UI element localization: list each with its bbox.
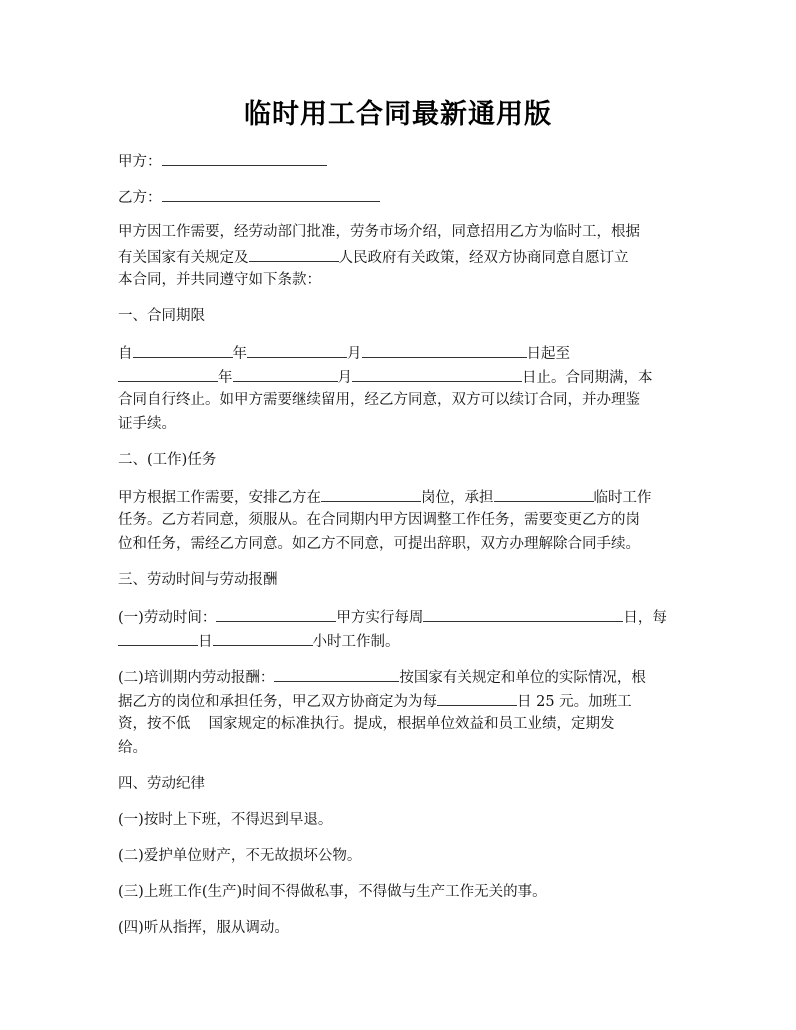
paragraph-line: 合同自行终止。如甲方需要继续留用，经乙方同意，双方可以续订合同，并办理鉴 <box>118 392 640 408</box>
intro-text: 有关国家有关规定及 <box>118 250 249 266</box>
pay-text: (二)培训期内劳动报酬： <box>118 670 275 686</box>
section-heading: 四、劳动纪律 <box>118 776 205 792</box>
hours-blank <box>216 606 336 622</box>
task-line <box>118 486 652 508</box>
term-text: 自 <box>118 346 133 362</box>
term-text: 年 <box>218 370 233 386</box>
pay-line <box>118 714 615 734</box>
pay-period-blank <box>437 690 517 706</box>
discipline-item: (二)爱护单位财产，不无故损坏公物。 <box>118 848 362 864</box>
term-text: 月 <box>337 370 352 386</box>
hours-text: (一)劳动时间： <box>118 610 217 626</box>
work-hours-line <box>118 630 400 652</box>
start-day-blank <box>362 342 527 358</box>
pay-text: 据乙方的岗位和承担任务，甲乙双方协商定为为每 <box>118 694 437 710</box>
discipline-item: (三)上班工作(生产)时间不得做私事，不得做与生产工作无关的事。 <box>118 884 547 900</box>
work-hours-line <box>118 606 667 628</box>
term-text: 年 <box>232 346 247 362</box>
section-heading: 二、(工作)任务 <box>118 452 217 468</box>
start-year-blank <box>133 342 233 358</box>
end-year-blank <box>118 366 218 382</box>
party-b-blank <box>162 186 380 202</box>
hours-text: 小时工作制。 <box>312 634 400 650</box>
term-text: 月 <box>347 346 362 362</box>
party-b-label: 乙方： <box>118 190 162 206</box>
term-text: 日止。合同期满，本 <box>522 370 653 386</box>
intro-line <box>118 246 629 268</box>
pay-text: 国家规定的标准执行。提成，根据单位效益和员工业绩，定期发 <box>208 716 615 732</box>
contract-term-line <box>118 342 570 364</box>
pay-text: 按国家有关规定和单位的实际情况，根 <box>399 670 646 686</box>
task-text: 甲方根据工作需要，安排乙方在 <box>118 490 321 506</box>
duty-blank <box>494 486 594 502</box>
end-day-blank <box>352 366 522 382</box>
party-b-line <box>118 186 380 208</box>
hours-text: 甲方实行每周 <box>336 610 424 626</box>
hours-per-day-blank <box>213 630 313 646</box>
pay-line <box>118 690 632 712</box>
start-month-blank <box>247 342 347 358</box>
days-per-week-blank <box>423 606 623 622</box>
government-blank <box>249 246 339 262</box>
party-a-label: 甲方： <box>118 154 162 170</box>
paragraph-line: 任务。乙方若同意，须服从。在合同期内甲方因调整工作任务，需要变更乙方的岗 <box>118 512 640 528</box>
contract-term-line <box>118 366 653 388</box>
term-text: 日起至 <box>526 346 570 362</box>
training-pay-blank <box>274 666 399 682</box>
pay-line <box>118 666 646 688</box>
day-blank <box>118 630 198 646</box>
section-heading: 一、合同期限 <box>118 308 205 324</box>
intro-text: 人民政府有关政策，经双方协商同意自愿订立 <box>338 250 629 266</box>
hours-text: 日，每 <box>623 610 667 626</box>
section-heading: 三、劳动时间与劳动报酬 <box>118 572 278 588</box>
document-title: 临时用工合同最新通用版 <box>244 99 552 130</box>
party-a-blank <box>162 150 327 166</box>
end-month-blank <box>233 366 338 382</box>
intro-line: 甲方因工作需要，经劳动部门批准，劳务市场介绍，同意招用乙方为临时工，根据 <box>118 224 640 240</box>
task-text: 临时工作 <box>593 490 652 506</box>
pay-text: 日 25 元。加班工 <box>517 694 632 710</box>
paragraph-line: 位和任务，需经乙方同意。如乙方不同意，可提出辞职，双方办理解除合同手续。 <box>118 536 640 552</box>
task-text: 岗位，承担 <box>421 490 494 506</box>
intro-line: 本合同，并共同遵守如下条款： <box>118 272 321 288</box>
discipline-item: (四)听从指挥，服从调动。 <box>118 920 289 936</box>
paragraph-line: 给。 <box>118 740 147 756</box>
discipline-item: (一)按时上下班，不得迟到早退。 <box>118 812 333 828</box>
paragraph-line: 证手续。 <box>118 416 176 432</box>
party-a-line <box>118 150 327 172</box>
hours-text: 日 <box>198 634 213 650</box>
pay-text: 资，按不低 <box>118 716 191 732</box>
position-blank <box>321 486 421 502</box>
